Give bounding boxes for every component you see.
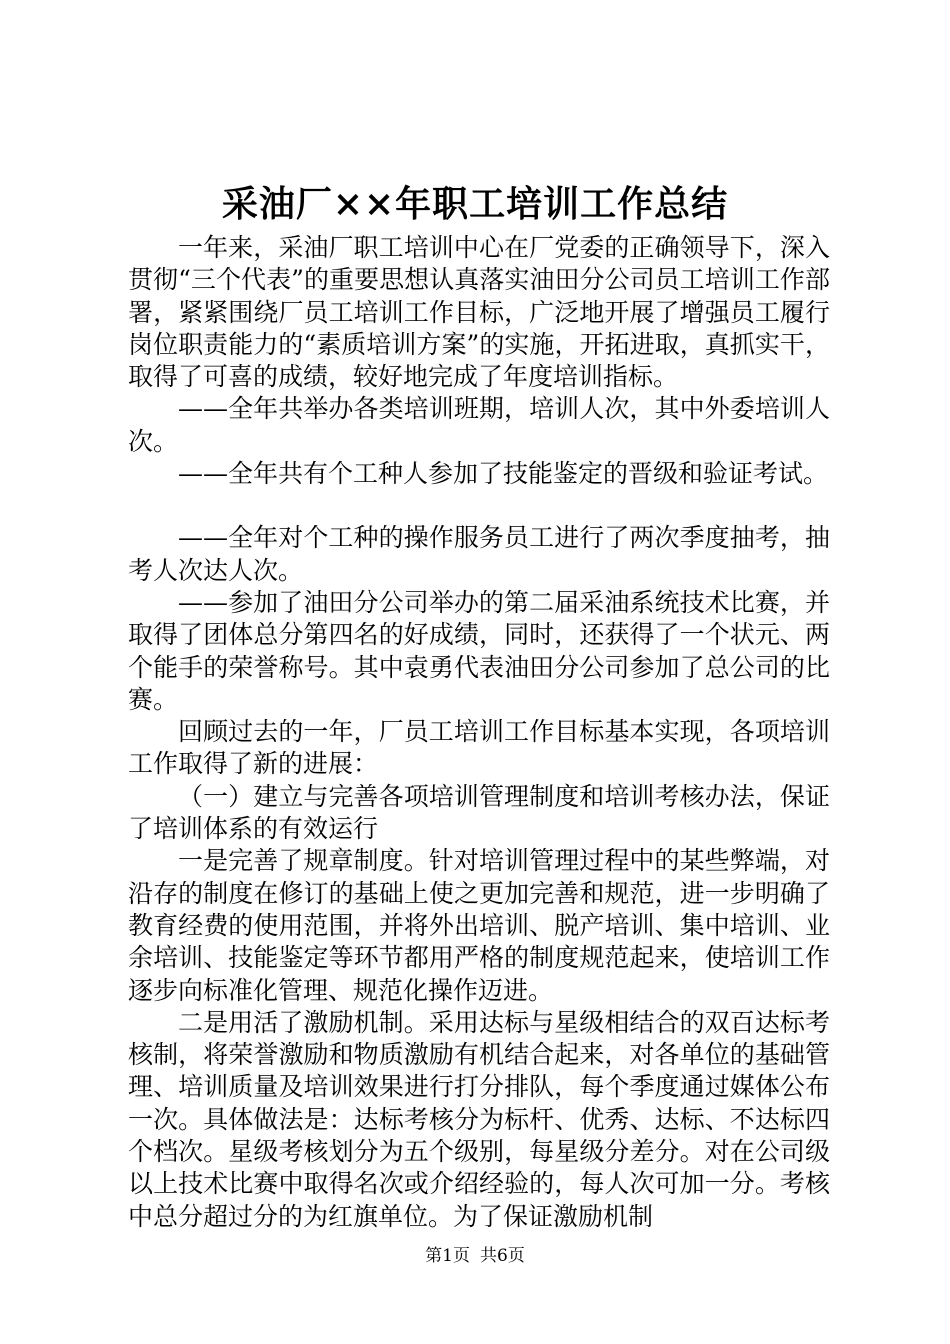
paragraph-tech-competition: ——参加了油田分公司举办的第二届采油系统技术比赛，并取得了团体总分第四名的好成绩，同时，还获得了一个状元、两个能手的荣誉称号。其中袁勇代表油田分公司参加了总公司的比赛。 xyxy=(128,587,830,714)
paragraph-rules: 一是完善了规章制度。针对培训管理过程中的某些弊端，对沿存的制度在修订的基础上使之更加完善和规范，进一步明确了教育经费的使用范围，并将外出培训、脱产培训、集中培训、业余培训、技能鉴定等环节都用严格的制度规范起来，使培训工作逐步向标准化管理、规范化操作迈进。 xyxy=(128,846,830,1005)
paragraph-review: 回顾过去的一年，厂员工培训工作目标基本实现，各项培训工作取得了新的进展： xyxy=(128,717,830,779)
paragraph-intro: 一年来，采油厂职工培训中心在厂党委的正确领导下，深入贯彻“三个代表”的重要思想认真落实油田分公司员工培训工作部署，紧紧围绕厂员工培训工作目标，广泛地开展了增强员工履行岗位职责能力的“素质培训方案”的实施，开拓进取，真抓实干，取得了可喜的成绩，较好地完成了年度培训指标。 xyxy=(128,233,830,392)
paragraph-skill-appraisal: ——全年共有个工种人参加了技能鉴定的晋级和验证考试。 xyxy=(178,459,829,489)
paragraph-training-classes: ——全年共举办各类培训班期，培训人次，其中外委培训人次。 xyxy=(128,394,830,456)
paragraph-quarterly-exam: ——全年对个工种的操作服务员工进行了两次季度抽考，抽考人次达人次。 xyxy=(128,523,830,585)
page-number: 第1页 xyxy=(425,1246,470,1266)
section-heading-1: （一）建立与完善各项培训管理制度和培训考核办法，保证了培训体系的有效运行 xyxy=(128,781,830,844)
document-body xyxy=(128,232,830,1233)
page-total: 共6页 xyxy=(480,1246,525,1266)
document-title: 采油厂××年职工培训工作总结 xyxy=(221,183,729,225)
paragraph-incentives: 二是用活了激励机制。采用达标与星级相结合的双百达标考核制，将荣誉激励和物质激励有机结合起来，对各单位的基础管理、培训质量及培训效果进行打分排队，每个季度通过媒体公布一次。具体做法是：达标考核分为标杆、优秀、达标、不达标四个档次。星级考核划分为五个级别，每星级分差分。对在公司级以上技术比赛中取得名次或介绍经验的，每人次可加一分。考核中总分超过分的为红旗单位。为了保证激励机制 xyxy=(128,1007,830,1231)
page-footer xyxy=(0,1244,950,1268)
